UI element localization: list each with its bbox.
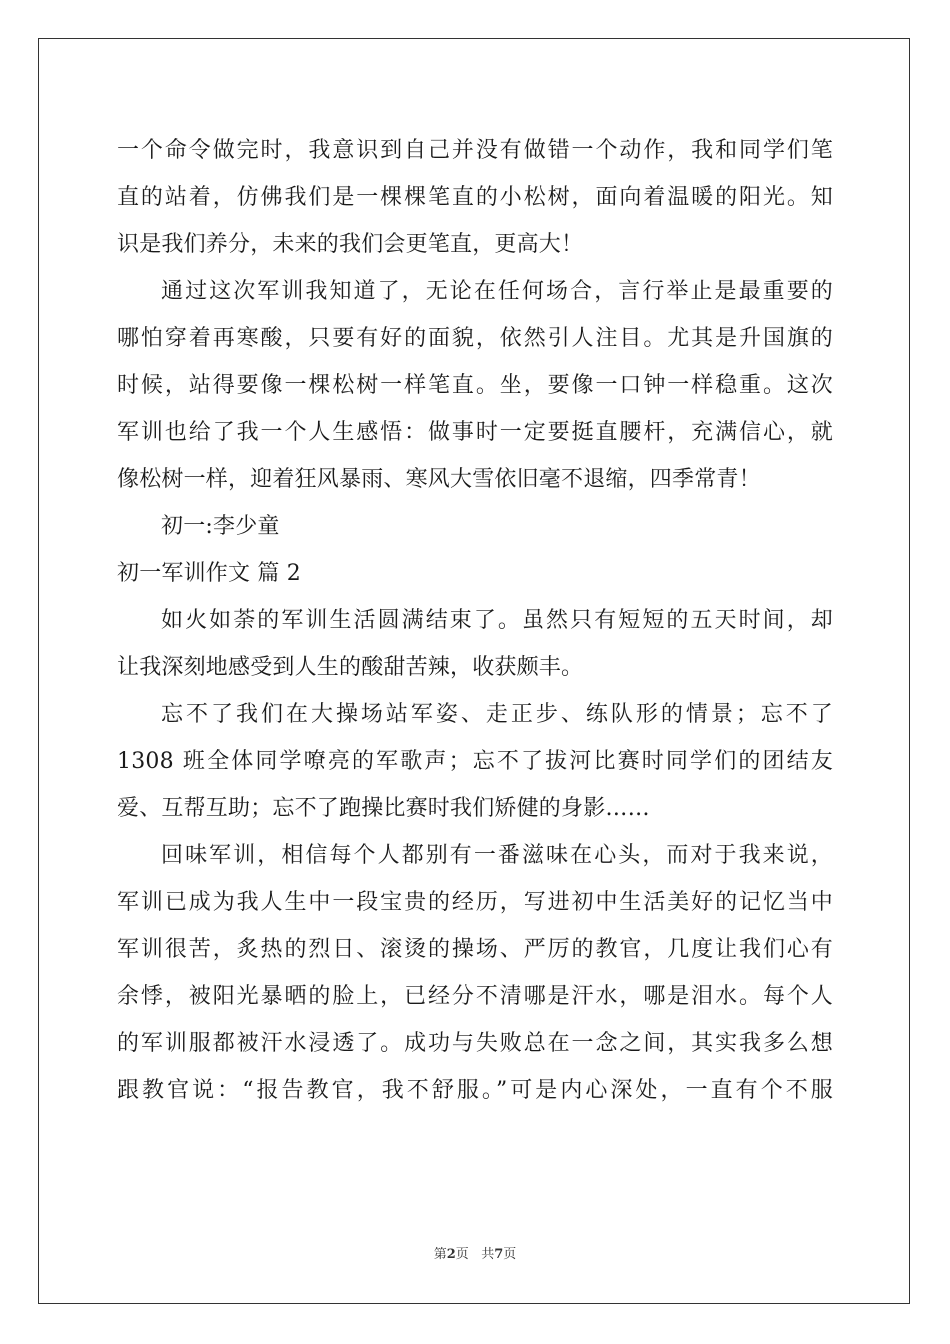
page-number: 2 xyxy=(446,1247,456,1262)
document-body xyxy=(117,127,833,1114)
total-prefix: 共 xyxy=(481,1247,495,1262)
text-line: 军训很苦，炙热的烈日、滚烫的操场、严厉的教官，几度让我们心有 xyxy=(117,937,833,962)
page-prefix: 第 xyxy=(433,1247,447,1262)
text-line: 通过这次军训我知道了，无论在任何场合，言行举止是最重要的 xyxy=(161,279,833,304)
text-line: 一个命令做完时，我意识到自己并没有做错一个动作，我和同学们笔 xyxy=(117,138,833,163)
text-line: 直的站着，仿佛我们是一棵棵笔直的小松树，面向着温暖的阳光。知 xyxy=(117,185,833,210)
text-line: 像松树一样，迎着狂风暴雨、寒风大雪依旧毫不退缩，四季常青！ xyxy=(117,467,761,492)
page-suffix: 页 xyxy=(455,1247,469,1262)
section-heading: 初一军训作文 篇 2 xyxy=(117,561,301,586)
text-line: 如火如荼的军训生活圆满结束了。虽然只有短短的五天时间，却 xyxy=(161,608,833,633)
page-footer xyxy=(0,1243,950,1262)
text-line: 忘不了我们在大操场站军姿、走正步、练队形的情景；忘不了 xyxy=(161,702,833,727)
text-line: 余悸，被阳光暴晒的脸上，已经分不清哪是汗水，哪是泪水。每个人 xyxy=(117,984,833,1009)
text-line: 军训也给了我一个人生感悟：做事时一定要挺直腰杆，充满信心，就 xyxy=(117,420,833,445)
text-line: 跟教官说：“报告教官，我不舒服。”可是内心深处，一直有个不服 xyxy=(117,1078,833,1103)
text-line: 识是我们养分，未来的我们会更笔直，更高大！ xyxy=(117,232,584,257)
text-line: 哪怕穿着再寒酸，只要有好的面貌，依然引人注目。尤其是升国旗的 xyxy=(117,326,833,351)
author-line: 初一:李少童 xyxy=(161,514,280,539)
text-line: 时候，站得要像一棵松树一样笔直。坐，要像一口钟一样稳重。这次 xyxy=(117,373,833,398)
text-line: 爱、互帮互助；忘不了跑操比赛时我们矫健的身影…… xyxy=(117,796,650,821)
total-suffix: 页 xyxy=(503,1247,517,1262)
text-line: 让我深刻地感受到人生的酸甜苦辣，收获颇丰。 xyxy=(117,655,584,680)
text-line: 的军训服都被汗水浸透了。成功与失败总在一念之间，其实我多么想 xyxy=(117,1031,833,1056)
text-line: 军训已成为我人生中一段宝贵的经历，写进初中生活美好的记忆当中 xyxy=(117,890,833,915)
text-line: 回味军训，相信每个人都别有一番滋味在心头，而对于我来说， xyxy=(161,843,833,868)
total-pages: 7 xyxy=(494,1247,504,1262)
text-line: 1308 班全体同学嘹亮的军歌声；忘不了拔河比赛时同学们的团结友 xyxy=(117,749,833,774)
